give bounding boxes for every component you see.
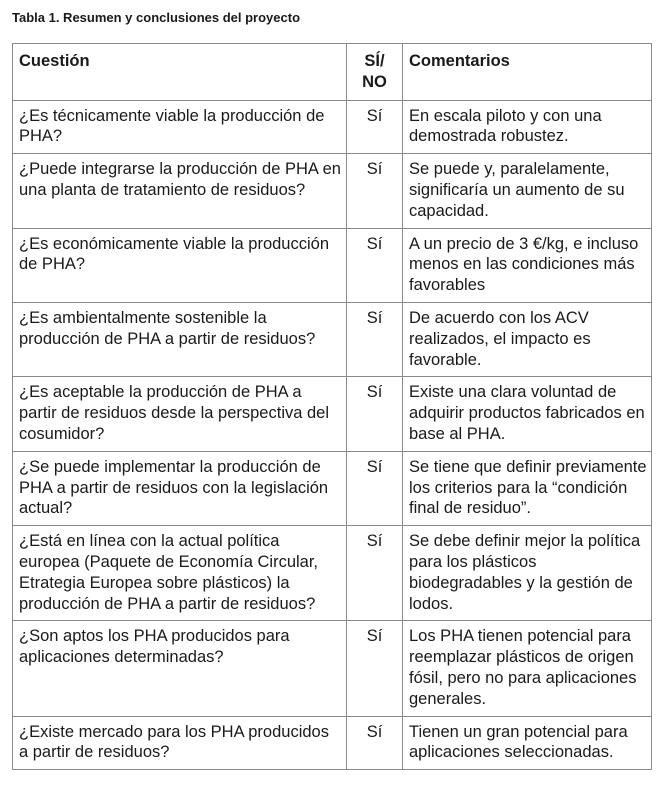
answer-cell: Sí xyxy=(347,377,403,451)
summary-table xyxy=(12,43,652,770)
comment-cell: A un precio de 3 €/kg, e incluso menos en las condiciones más favorables xyxy=(403,228,652,302)
header-comments: Comentarios xyxy=(403,44,652,101)
question-cell: ¿Es aceptable la producción de PHA a partir de residuos desde la perspectiva del cosumidor? xyxy=(13,377,347,451)
question-cell: ¿Es ambientalmente sostenible la producción de PHA a partir de residuos? xyxy=(13,302,347,376)
comment-cell: Tienen un gran potencial para aplicaciones seleccionadas. xyxy=(403,716,652,770)
comment-cell: Los PHA tienen potencial para reemplazar plásticos de origen fósil, pero no para aplicaciones generales. xyxy=(403,621,652,716)
question-cell: ¿Existe mercado para los PHA producidos a partir de residuos? xyxy=(13,716,347,770)
question-cell: ¿Es económicamente viable la producción de PHA? xyxy=(13,228,347,302)
header-yes-no: SÍ/ NO xyxy=(347,44,403,101)
answer-cell: Sí xyxy=(347,302,403,376)
comment-cell: Se tiene que definir previamente los criterios para la “condición final de residuo”. xyxy=(403,451,652,525)
table-row xyxy=(13,621,652,716)
table-row xyxy=(13,377,652,451)
answer-cell: Sí xyxy=(347,154,403,228)
question-cell: ¿Puede integrarse la producción de PHA en una planta de tratamiento de residuos? xyxy=(13,154,347,228)
answer-cell: Sí xyxy=(347,621,403,716)
question-cell: ¿Se puede implementar la producción de PHA a partir de residuos con la legislación actual? xyxy=(13,451,347,525)
question-cell: ¿Son aptos los PHA producidos para aplicaciones determinadas? xyxy=(13,621,347,716)
comment-cell: En escala piloto y con una demostrada robustez. xyxy=(403,100,652,154)
header-row xyxy=(13,44,652,101)
comment-cell: Se puede y, paralelamente, significaría un aumento de su capacidad. xyxy=(403,154,652,228)
table-row xyxy=(13,228,652,302)
answer-cell: Sí xyxy=(347,716,403,770)
answer-cell: Sí xyxy=(347,100,403,154)
comment-cell: Se debe definir mejor la política para los plásticos biodegradables y la gestión de lodos. xyxy=(403,526,652,621)
table-row xyxy=(13,716,652,770)
answer-cell: Sí xyxy=(347,228,403,302)
question-cell: ¿Es técnicamente viable la producción de PHA? xyxy=(13,100,347,154)
table-row xyxy=(13,302,652,376)
table-row xyxy=(13,100,652,154)
comment-cell: De acuerdo con los ACV realizados, el impacto es favorable. xyxy=(403,302,652,376)
table-caption: Tabla 1. Resumen y conclusiones del proyecto xyxy=(12,10,301,25)
table-row xyxy=(13,154,652,228)
answer-cell: Sí xyxy=(347,526,403,621)
table-row xyxy=(13,526,652,621)
comment-cell: Existe una clara voluntad de adquirir productos fabricados en base al PHA. xyxy=(403,377,652,451)
question-cell: ¿Está en línea con la actual política europea (Paquete de Economía Circular, Etrategia Europea sobre plásticos) la producción de PHA a partir de residuos? xyxy=(13,526,347,621)
header-question: Cuestión xyxy=(13,44,347,101)
table-row xyxy=(13,451,652,525)
answer-cell: Sí xyxy=(347,451,403,525)
